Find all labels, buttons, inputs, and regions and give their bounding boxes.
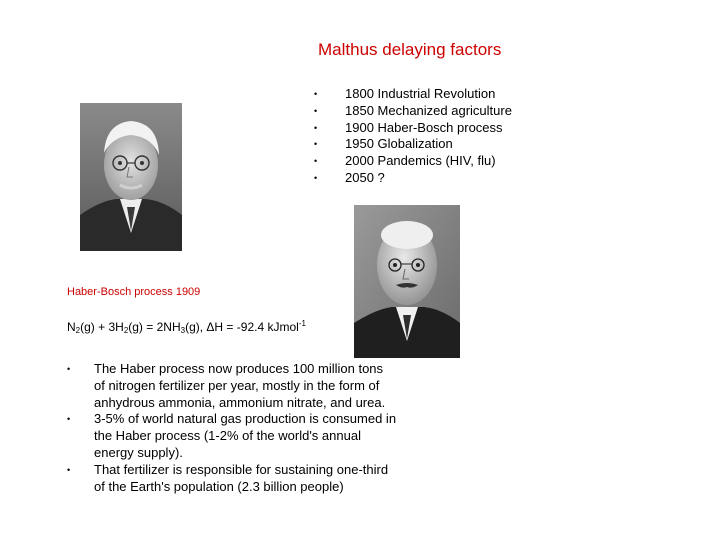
equation-text: N xyxy=(67,320,76,334)
facts-list xyxy=(67,361,397,495)
fact-item-text: 3-5% of world natural gas production is consumed in the Haber process (1-2% of the world's annual energy supply). xyxy=(94,411,397,460)
timeline-item-text: 2000 Pandemics (HIV, flu) xyxy=(345,153,496,169)
timeline-item-text: 1900 Haber-Bosch process xyxy=(345,119,503,135)
timeline-list xyxy=(314,86,512,187)
bullet-icon: • xyxy=(314,122,318,133)
fact-item-text: That fertilizer is responsible for sustaining one-third of the Earth's population (2.3 billion people) xyxy=(94,461,389,494)
portrait-photo-icon xyxy=(354,205,460,358)
fact-item xyxy=(67,411,397,461)
equation-text: (g), ΔH = -92.4 kJmol xyxy=(185,320,299,334)
bullet-icon: • xyxy=(314,89,318,99)
photo-caption: Haber-Bosch process 1909 xyxy=(67,286,201,298)
bullet-icon: • xyxy=(314,139,318,150)
slide-title: Malthus delaying factors xyxy=(318,40,502,59)
timeline-item xyxy=(314,86,512,103)
equation-subscript: 3 xyxy=(180,326,186,335)
timeline-item-text: 1800 Industrial Revolution xyxy=(345,86,496,101)
timeline-item xyxy=(314,120,512,137)
equation-subscript: 2 xyxy=(75,326,81,335)
fact-item xyxy=(67,462,397,496)
portrait-photo-bosch xyxy=(354,205,460,358)
equation-superscript: -1 xyxy=(298,319,306,328)
equation-text: (g) + 3H xyxy=(80,320,124,334)
bullet-icon: • xyxy=(67,464,71,475)
bullet-icon: • xyxy=(314,156,318,167)
timeline-item xyxy=(314,153,512,170)
timeline-item-text: 1950 Globalization xyxy=(345,136,453,152)
timeline-item-text: 1850 Mechanized agriculture xyxy=(345,102,512,118)
bullet-icon: • xyxy=(67,364,71,374)
bullet-icon: • xyxy=(67,414,71,425)
fact-item xyxy=(67,361,397,411)
timeline-item-text: 2050 ? xyxy=(345,169,385,185)
equation-subscript: 2 xyxy=(123,326,129,335)
timeline-item xyxy=(314,103,512,120)
equation-text: (g) = 2NH xyxy=(128,320,181,334)
bullet-icon: • xyxy=(314,105,318,116)
timeline-item xyxy=(314,136,512,153)
timeline-item xyxy=(314,170,512,187)
bullet-icon: • xyxy=(314,172,318,183)
portrait-photo-haber xyxy=(80,103,182,251)
fact-item-text: The Haber process now produces 100 million tons of nitrogen fertilizer per year, mostly in the form of anhydrous ammonia, ammonium nitrate, and urea. xyxy=(94,361,386,410)
reaction-equation xyxy=(67,319,306,335)
portrait-photo-icon xyxy=(80,103,182,251)
